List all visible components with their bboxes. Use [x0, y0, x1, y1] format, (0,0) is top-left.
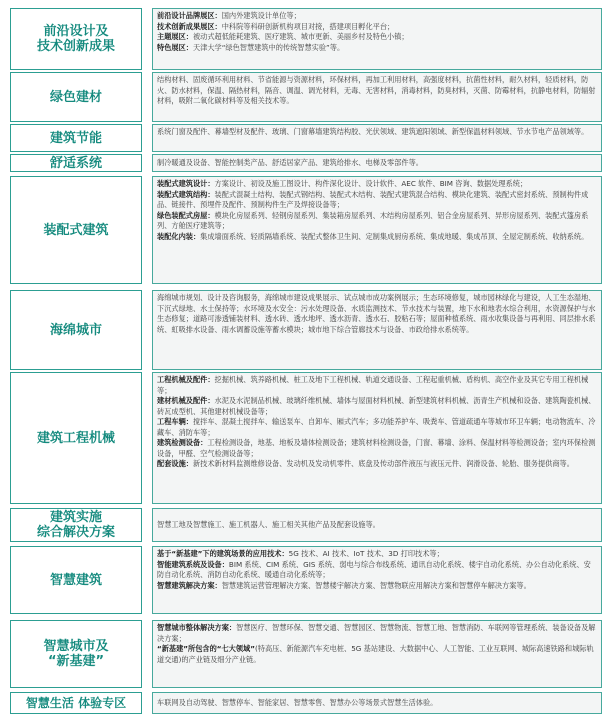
- category-label: 智慧生活 体验专区: [10, 692, 142, 714]
- content-box: [152, 154, 602, 172]
- content-box: [152, 692, 602, 714]
- content-line: 智慧工地及智慧施工、施工机器人、施工相关其他产品及配套设施等。: [157, 519, 380, 529]
- category-label: 智慧城市及 “新基建”: [10, 620, 142, 688]
- category-label: 舒适系统: [10, 154, 142, 172]
- content-line: 装配式建筑设计：方案设计、初设及施工图设计、构件深化设计、设计软件、AEC 软件、BIM 咨询、数据处理系统；: [157, 179, 528, 188]
- content-line: 建筑检测设备：工程检测设备，地基、地板及墙体检测设备；建筑材料检测设备，门窗、幕墙、涂料、保温材料等检测设备；室内环保检测设备，甲醛、空气检测设备等；: [157, 438, 596, 458]
- content-line: 制冷暖通及设备、智能控制类产品、舒适居家产品、建筑给排水、电梯及零部件等。: [157, 157, 423, 167]
- category-label: 智慧建筑: [10, 546, 142, 614]
- category-label: 前沿设计及 技术创新成果: [10, 8, 142, 70]
- content-line: 前沿设计品牌展区：国内外建筑设计单位等；: [157, 11, 301, 20]
- content-box: [152, 8, 602, 70]
- row-frontier-design: [0, 8, 612, 70]
- category-label: 装配式建筑: [10, 176, 142, 284]
- content-line: 智慧城市整体解决方案：智慧医疗、智慧环保、智慧交通、智慧园区、智慧物流、智慧工地、智慧消防、车联网等管理系统、装备设备及解决方案；: [157, 623, 596, 643]
- row-smart-living: [0, 692, 612, 714]
- category-label: 海绵城市: [10, 290, 142, 370]
- row-energy-saving: [0, 124, 612, 152]
- row-smart-building: [0, 546, 612, 614]
- content-box: [152, 72, 602, 122]
- row-sponge-city: [0, 290, 612, 370]
- content-box: [152, 124, 602, 152]
- row-prefab-building: [0, 176, 612, 284]
- category-label: 建筑节能: [10, 124, 142, 152]
- content-line: “新基建”所包含的“七大领域”(特高压、新能源汽车充电桩、5G 基站建设、大数据中心、人工智能、工业互联网、城际高速铁路和城际轨道交通)的产业链及细分产业链。: [157, 644, 594, 664]
- content-line: 结构材料、固废循环利用材料、节省能源与资源材料，环保材料，再加工利用材料，高强度材料，抗菌性材料，耐久材料，轻质材料，防火、防水材料，保温、隔热材料，隔音、调温、调光材料，无毒、无害材料，消毒材料，防臭材料，灭菌、防霉材料，抗静电材料，防辐射材料，吸附二氧化碳材料等及相关技术等。: [157, 75, 596, 105]
- content-box: [152, 546, 602, 614]
- row-construction-machinery: [0, 372, 612, 504]
- row-comfort-system: [0, 154, 612, 172]
- content-line: 绿色装配式房屋：模块化房屋系列、轻钢房屋系列、集装箱房屋系列、木结构房屋系列、铝合金房屋系列、异形房屋系列、装配式篷房系列、方舱医疗建筑等；: [157, 210, 589, 230]
- content-line: 车联网及自动驾驶、智慧停车、智能家居、智慧零售、智慧办公等场景式智慧生活体验。: [157, 697, 438, 707]
- content-box: [152, 372, 602, 504]
- content-line: 工程机械及配件：挖掘机械、筑养路机械、桩工及地下工程机械、轨道交通设备、工程起重机械、盾构机、高空作业及其它专用工程机械等；: [157, 375, 589, 395]
- content-line: 装配化内装：集成墙面系统、轻质隔墙系统、装配式整体卫生间、定制集成厨房系统、集成地暖、集成吊顶、全屋定制系统、收纳系统。: [157, 231, 589, 241]
- row-green-materials: [0, 72, 612, 122]
- content-line: 特色展区：天津大学“绿色智慧建筑中的传统智慧实验”等。: [157, 42, 345, 52]
- content-line: 智能建筑系统及设备：BIM 系统、CIM 系统、GIS 系统、弱电与综合布线系统、通讯自动化系统、楼宇自动化系统、办公自动化系统、安防自动化系统、消防自动化系统、暖通自动化系统等；: [157, 559, 591, 579]
- category-label: 建筑工程机械: [10, 372, 142, 504]
- content-box: [152, 290, 602, 370]
- content-line: 配套设施：新技术新材料监测维修设备、发动机及发动机零件、底盘及传动部件液压与液压元件、润滑设备、轮胎、服务提供商等。: [157, 459, 574, 468]
- content-line: 装配式建筑结构：装配式混凝土结构、装配式钢结构、装配式木结构、装配式建筑混合结构、模块化建筑、装配式密封系统、预制构件成品、链接件、预埋件及配件、预制构件生产及焊接设备等；: [157, 189, 589, 209]
- content-line: 海绵城市规划、设计及咨询服务，海绵城市建设成果展示、试点城市成功案例展示；生态环境修复，城市园林绿化与建设，人工生态湿地、下沉式绿地、水土保持等；水环境及水安全：污水处理设备、水质监测技术、节水技术与装置，地下水和地表水综合利用，水资源保护与水生态修复；道路可渗透铺装材料、透水砖、透水地坪、透水沥青、透水石、胶粘石等；屋面种植系统、雨水收集设备与再利用、同层排水系统、虹吸排水设备、雨水调蓄设施等蓄水模块；城市地下综合管廊技术与设备、市政给排水系统等。: [157, 293, 596, 334]
- category-label: 绿色建材: [10, 72, 142, 122]
- content-box: [152, 508, 602, 542]
- content-box: [152, 176, 602, 284]
- row-smart-city: [0, 620, 612, 688]
- content-line: 工程车辆：搅拌车、混凝土搅拌车、输送泵车、自卸车、厢式汽车；多功能养护车、吸粪车、管道疏通车等城市环卫车辆；电动物流车、冷藏车、消防车等；: [157, 417, 596, 437]
- row-integrated-solutions: [0, 508, 612, 542]
- content-line: 主题展区：被动式超低能耗建筑、医疗建筑、城市更新、美丽乡村及特色小镇；: [157, 32, 409, 41]
- content-line: 系统门窗及配件、幕墙型材及配件、玻璃、门窗幕墙建筑结构胶、光伏领域、建筑遮阳领域、新型保温材料领域、节水节电产品领域等。: [157, 127, 589, 136]
- category-label: 建筑实施 综合解决方案: [10, 508, 142, 542]
- content-line: 基于“新基建”下的建筑场景的应用技术：5G 技术、AI 技术、IoT 技术、3D 打印技术等；: [157, 549, 444, 558]
- content-line: 建材机械及配件：水泥及水泥制品机械、玻璃纤维机械、墙体与屋面材料机械、新型建筑材料机械、沥青生产机械和设备、建筑陶瓷机械、砖瓦成型机、其他建材机械设备等；: [157, 396, 596, 416]
- content-box: [152, 620, 602, 688]
- content-line: 技术创新成果展区：中科院等科研创新机构项目对接，搭建项目孵化平台；: [157, 21, 395, 31]
- content-line: 智慧建筑解决方案：智慧建筑运营管理解决方案、智慧楼宇解决方案、智慧物联应用解决方案和智慧停车解决方案等。: [157, 580, 531, 590]
